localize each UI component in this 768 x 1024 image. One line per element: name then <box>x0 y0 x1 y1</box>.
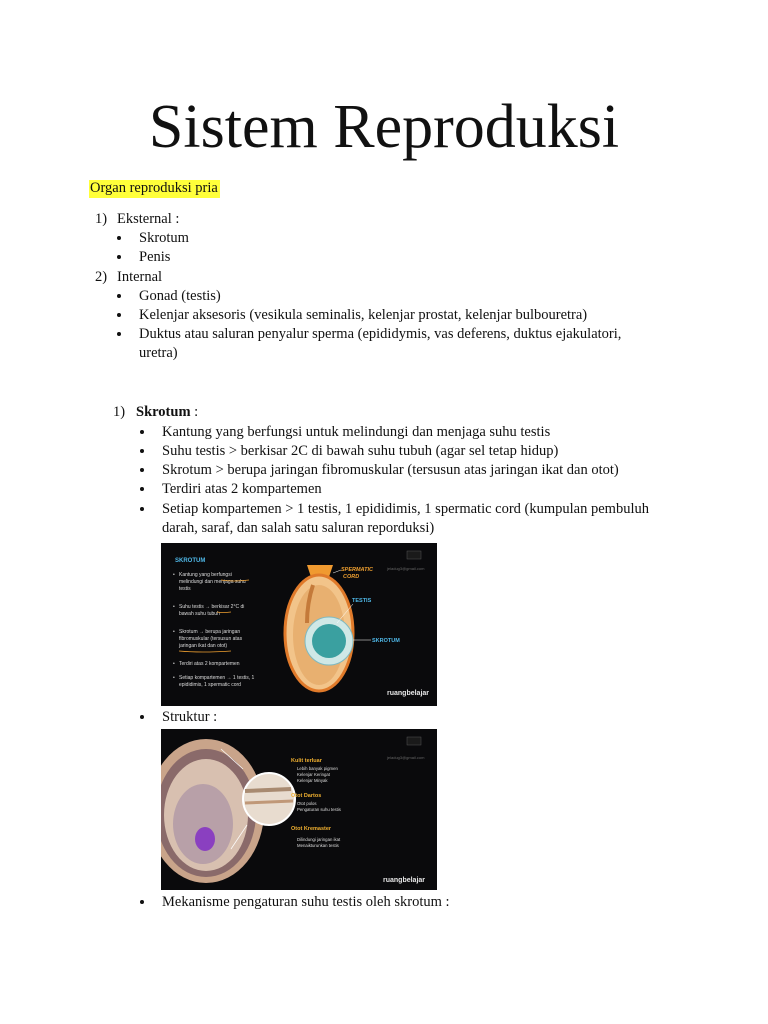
struktur-item: Otot polos <box>297 801 317 806</box>
struktur-item: Kelenjar Keringat <box>297 772 330 777</box>
skrotum-slide-image <box>161 543 437 706</box>
skrotum-number: 1) <box>113 404 126 420</box>
testis-section <box>173 784 233 864</box>
label-testis: TESTIS <box>352 598 372 604</box>
list-item-continuation: darah, saraf, dan salah satu saluran reporduksi) <box>162 520 435 536</box>
slide-bullet-text: Terdiri atas 2 kompartemen <box>179 661 240 667</box>
watermark: jeladug3@gmail.com <box>387 566 425 571</box>
list-item: Skrotum <box>139 230 189 246</box>
slide-bullet-text: Skrotum → berupa jaringan <box>179 629 241 635</box>
slide-bullet-text: jaringan ikat dan otot) <box>179 643 228 649</box>
list-item: Kelenjar aksesoris (vesikula seminalis, kelenjar prostat, kelenjar bulbouretra) <box>139 307 588 323</box>
skrotum-heading-text: Skrotum <box>136 404 191 420</box>
slide-bullet-text: Setiap kompartemen → 1 testis, 1 <box>179 675 255 681</box>
slide-bullet-text: testis <box>179 586 191 592</box>
brand-logo: ruangbelajar <box>383 877 426 884</box>
label-skrotum: SKROTUM <box>372 638 400 644</box>
list-item: Mekanisme pengaturan suhu testis oleh skrotum : <box>162 894 450 910</box>
list-item: Kantung yang berfungsi untuk melindungi dan menjaga suhu testis <box>162 424 551 440</box>
slide-bullet-text: Kantung yang berfungsi <box>179 572 232 578</box>
slide-bullet: • <box>173 572 175 578</box>
slide-bullet-text: epididimis, 1 spermatic cord <box>179 682 241 688</box>
skrotum-slide-graphic <box>161 543 437 706</box>
slide-bullet: • <box>173 675 175 681</box>
struktur-item: Lebih banyak pigmen <box>297 766 338 771</box>
slide-bullet-text: fibromuskular (tersusun atas <box>179 636 243 642</box>
struktur-heading-3: Otot Kremaster <box>291 826 332 832</box>
list-item: Penis <box>139 249 171 265</box>
list-item: Setiap kompartemen > 1 testis, 1 epididimis, 1 spermatic cord (kumpulan pembuluh <box>162 501 649 517</box>
list-item-continuation: uretra) <box>139 345 178 361</box>
list-item: Duktus atau saluran penyalur sperma (epididymis, vas deferens, duktus ejakulatori, <box>139 326 622 342</box>
struktur-item: Pengaturan suhu testis <box>297 807 341 812</box>
slide-bullet-text: bawah suhu tubuh <box>179 611 220 617</box>
struktur-slide-graphic <box>161 729 437 890</box>
list-item: Terdiri atas 2 kompartemen <box>162 481 322 497</box>
skrotum-heading <box>136 403 198 422</box>
list-item: Gonad (testis) <box>139 288 221 304</box>
outline-label: Eksternal : <box>117 211 180 227</box>
struktur-item: Dilindungi jaringan ikat <box>297 837 341 842</box>
struktur-heading-2: Otot Dartos <box>291 793 322 799</box>
slide-bullet: • <box>173 661 175 667</box>
section-heading-highlighted: Organ reproduksi pria <box>90 180 218 196</box>
struktur-heading-1: Kulit terluar <box>291 758 322 764</box>
struktur-item: Menaikturunkan testis <box>297 843 339 848</box>
slide-bullet-text: melindungi dan menjaga suhu <box>179 579 246 585</box>
label-cord: CORD <box>343 574 360 580</box>
outline-number: 1) <box>95 211 108 227</box>
testis-core-illustration <box>312 624 346 658</box>
label-spermatic: SPERMATIC <box>341 567 373 573</box>
list-item: Skrotum > berupa jaringan fibromuskular (tersusun atas jaringan ikat dan otot) <box>162 462 619 478</box>
skrotum-heading-suffix: : <box>190 404 199 420</box>
slide-bullet: • <box>173 629 175 635</box>
struktur-item: Kelenjar Minyak <box>297 778 328 783</box>
logo-mark <box>407 551 421 559</box>
testis-section-center <box>195 827 215 851</box>
logo-mark <box>407 737 421 745</box>
list-item: Struktur : <box>162 709 218 725</box>
slide-title: SKROTUM <box>175 558 206 564</box>
zoom-circle <box>243 773 295 825</box>
brand-logo: ruangbelajar <box>387 690 430 697</box>
outline-number: 2) <box>95 269 108 285</box>
list-item: Suhu testis > berkisar 2C di bawah suhu tubuh (agar sel tetap hidup) <box>162 443 559 459</box>
slide-bullet: • <box>173 604 175 610</box>
page-title: Sistem Reproduksi <box>148 93 620 161</box>
slide-bullet-text: Suhu testis → berkisar 2°C di <box>179 604 245 610</box>
struktur-slide-image <box>161 729 437 890</box>
watermark: jeladug3@gmail.com <box>387 755 425 760</box>
outline-label: Internal <box>117 269 163 285</box>
